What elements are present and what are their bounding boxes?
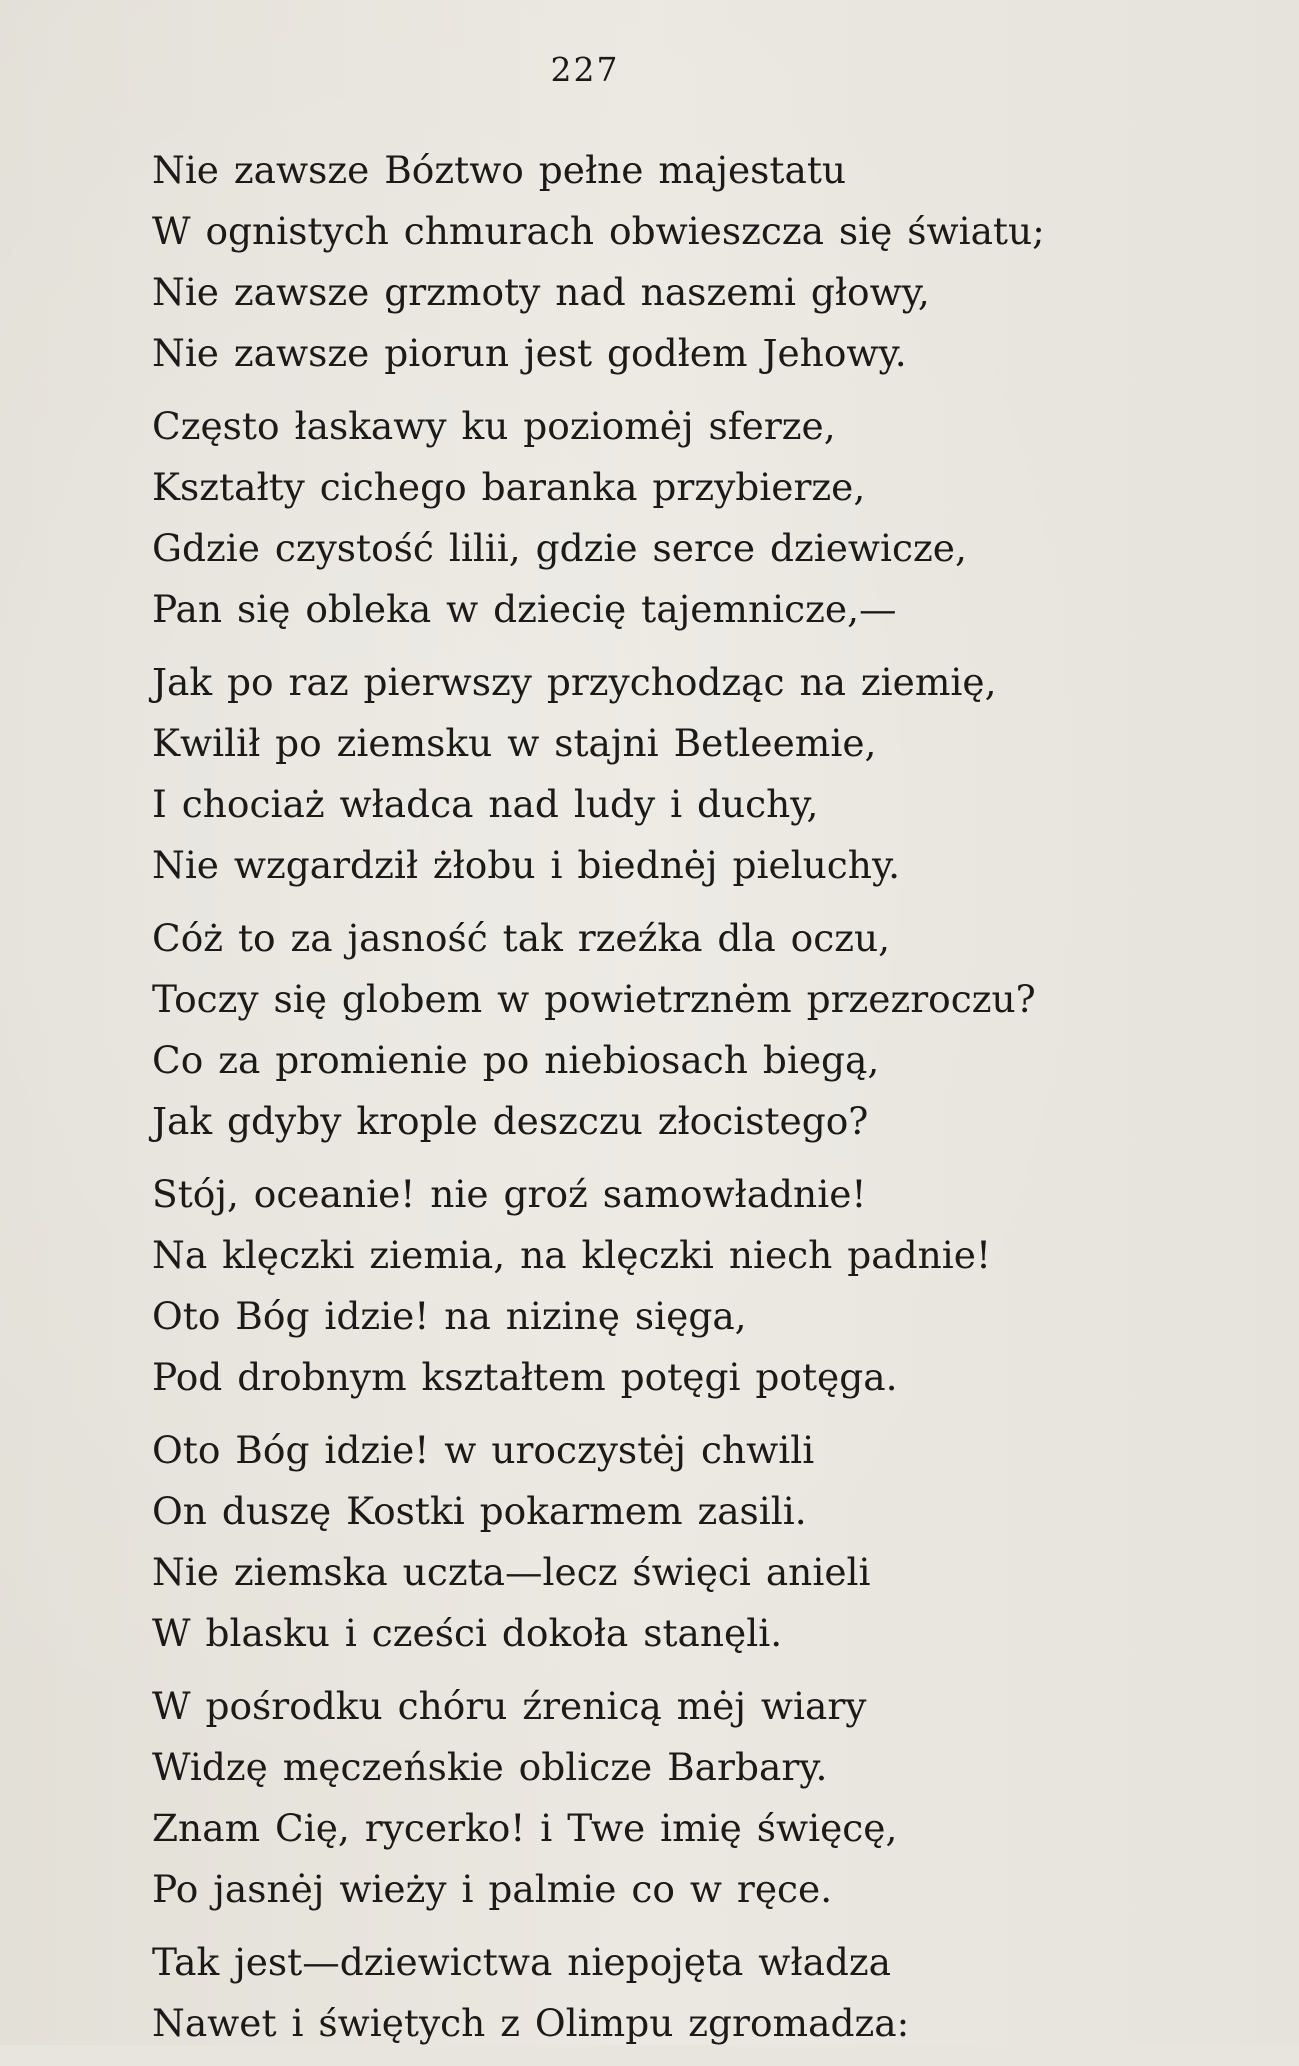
- verse-line: Pod drobnym kształtem potęgi potęga.: [152, 1355, 898, 1399]
- verse-line: Po jasnėj wieży i palmie co w ręce.: [152, 1867, 833, 1911]
- verse-line: Często łaskawy ku poziomėj sferze,: [152, 404, 836, 448]
- verse-line: Kształty cichego baranka przybierze,: [152, 465, 866, 509]
- stanza: [152, 908, 1152, 1152]
- verse-line: Kwilił po ziemsku w stajni Betleemie,: [152, 721, 877, 765]
- verse-line: W pośrodku chóru źrenicą mėj wiary: [152, 1684, 867, 1728]
- stanza: [152, 1932, 1152, 2054]
- verse-line: Jak po raz pierwszy przychodząc na ziemię,: [152, 660, 997, 704]
- stanza: [152, 1676, 1152, 1920]
- verse-line: Nie ziemska uczta—lecz święci anieli: [152, 1550, 871, 1594]
- verse-line: Jak gdyby krople deszczu złocistego?: [152, 1099, 869, 1143]
- verse-line: Znam Cię, rycerko! i Twe imię święcę,: [152, 1806, 898, 1850]
- verse-line: Nie zawsze grzmoty nad naszemi głowy,: [152, 270, 930, 314]
- stanza: [152, 396, 1152, 640]
- poem-text: [152, 140, 1152, 2066]
- verse-line: Cóż to za jasność tak rzeźka dla oczu,: [152, 916, 891, 960]
- stanza: [152, 140, 1152, 384]
- verse-line: Widzę męczeńskie oblicze Barbary.: [152, 1745, 828, 1789]
- verse-line: Co za promienie po niebiosach biegą,: [152, 1038, 880, 1082]
- verse-line: Gdzie czystość lilii, gdzie serce dziewicze,: [152, 526, 967, 570]
- verse-line: Oto Bóg idzie! na nizinę sięga,: [152, 1294, 747, 1338]
- verse-line: On duszę Kostki pokarmem zasili.: [152, 1489, 807, 1533]
- stanza: [152, 652, 1152, 896]
- verse-line: Oto Bóg idzie! w uroczystėj chwili: [152, 1428, 815, 1472]
- stanza: [152, 1164, 1152, 1408]
- verse-line: Na klęczki ziemia, na klęczki niech padnie!: [152, 1233, 992, 1277]
- verse-line: W blasku i cześci dokoła stanęli.: [152, 1611, 783, 1655]
- verse-line: W ognistych chmurach obwieszcza się światu;: [152, 209, 1045, 253]
- verse-line: I chociaż władca nad ludy i duchy,: [152, 782, 819, 826]
- verse-line: Nie zawsze piorun jest godłem Jehowy.: [152, 331, 907, 375]
- page-number: 227: [550, 50, 620, 89]
- verse-line: Nawet i świętych z Olimpu zgromadza:: [152, 2001, 910, 2045]
- stanza: [152, 1420, 1152, 1664]
- verse-line: Nie wzgardził żłobu i biednėj pieluchy.: [152, 843, 901, 887]
- verse-line: Tak jest—dziewictwa niepojęta władza: [152, 1940, 892, 1984]
- verse-line: Pan się obleka w dziecię tajemnicze,—: [152, 587, 897, 631]
- verse-line: Stój, oceanie! nie groź samowładnie!: [152, 1172, 867, 1216]
- verse-line: Nie zawsze Bóztwo pełne majestatu: [152, 148, 847, 192]
- verse-line: Toczy się globem w powietrznėm przezroczu?: [152, 977, 1036, 1021]
